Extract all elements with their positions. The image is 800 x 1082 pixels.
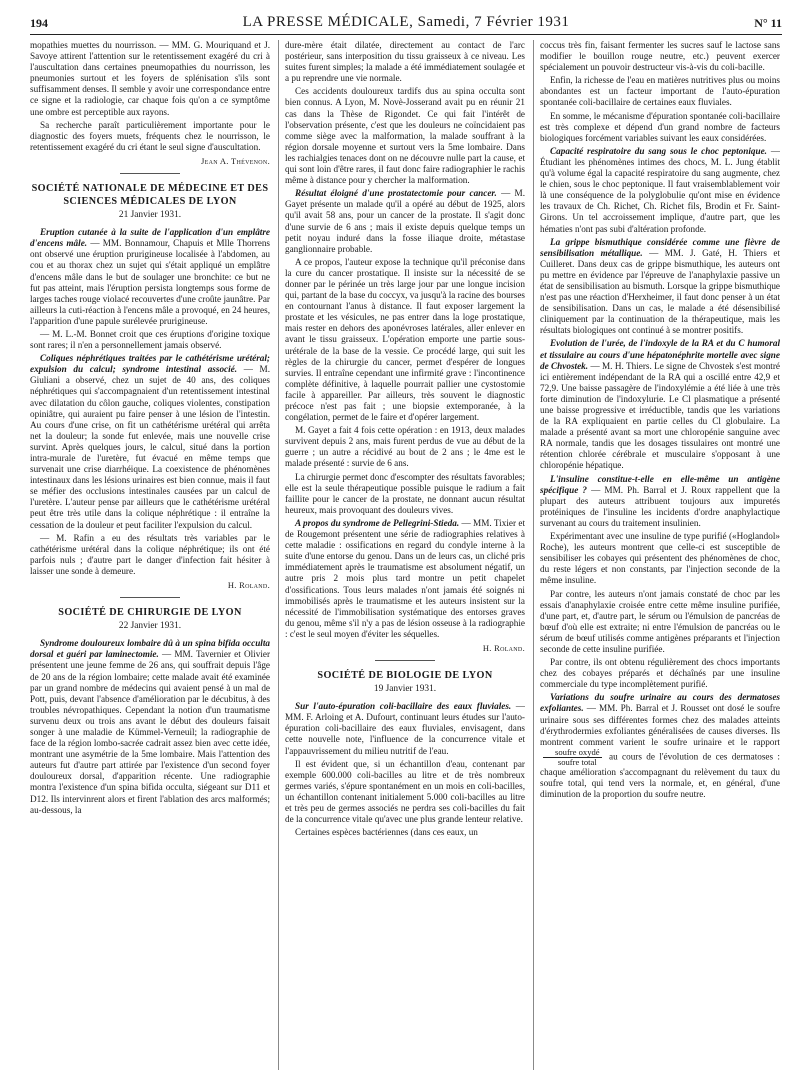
journal-title: LA PRESSE MÉDICALE, Samedi, 7 Février 1931 — [242, 14, 570, 30]
author-signature: H. Roland. — [482, 642, 525, 653]
author-signature: H. Roland. — [227, 580, 270, 591]
article-paragraph — [30, 353, 270, 531]
article-title: Syndrome douloureux lombaire dû à un spina bifida occulta dorsal et guéri par laminectomie. — [30, 638, 270, 660]
divider — [375, 660, 435, 661]
article-body-continued: au cours de l'évolution de ces dermatoses : chaque amélioration s'accompagnant du relèvement du taux du soufre total, qui tend vers la normale, et, en général, d'une diminution de la proportion du soufre neutre. — [540, 751, 780, 799]
article-paragraph — [285, 518, 525, 640]
article-title: A propos du syndrome de Pellegrini-Stieda. — [295, 517, 460, 528]
ratio-fraction — [543, 748, 602, 767]
article-body: — M. Gayet présente un malade qu'il a opéré au début de 1925, alors qu'il avait 58 ans, pour un cancer de la prostate. Il s'agit donc d'une survie de 6 ans ; mais il existe depuis quelque temps un petit noyau induré dans la fosse iliaque droite, métastase ganglionnaire probable. — [285, 188, 525, 254]
article-paragraph — [540, 474, 780, 529]
page-number: 194 — [30, 16, 48, 30]
article-title: L'insuline constitue-t-elle en elle-même un antigène spécifique ? — [540, 473, 780, 495]
article-body: — Étudiant les phénomènes intimes des chocs, M. L. Jung établit qu'à volume égal la capacité respiratoire du sang augmente, chez le chien, sous le choc peptonique. Il faut vraisemblablement voir là une conséquence de la polyglobulie qu'ont mise en évidence les travaux de Ch. Richet, Ch. Richet fils, Brodin et Fr. Saint-Girons. Un tel accroissement implique, d'autre part, que les hématies n'ont pas subi d'altération profonde. — [540, 145, 780, 234]
article-paragraph — [540, 146, 780, 235]
paragraph: Par contre, ils ont obtenu régulièrement des chocs importants chez des cobayes préparés et déchaînés par une insuline commerciale du type incomplètement purifié. — [540, 657, 780, 690]
article-title: Variations du soufre urinaire au cours des dermatoses exfoliantes. — [540, 692, 780, 714]
article-title: Coliques néphrétiques traitées par le cathétérisme urétéral; expulsion du calcul; syndrome intestinal associé. — [30, 353, 270, 375]
paragraph: Ces accidents douloureux tardifs dus au spina occulta sont bien connus. A Lyon, M. Novè-Josserand avait pu en réunir 21 cas dans la Thèse de Rigondet. Ce qui fait l'intérêt de l'observation présente, c'est que les douleurs ne coïncidaient pas comme siège avec la malformation, la malade souffrant à la région dorsale moyenne et surtout vers la 5me lombaire. Dans les rachialgies tenaces dont on ne découvre nulle part la cause, et qui sont loin d'être rares, il faut donc faire radiographier le rachis même à distance pour y chercher la malformation. — [285, 86, 525, 186]
paragraph: Il est évident que, si un échantillon d'eau, contenant par exemple 600.000 coli-bacilles au litre et de très nombreux germes variés, s'épure spontanément en un mois en coli-bacilles, un échantillon contenant initialement 5.000 coli-bacilles au litre et très peu de germes associés ne perdra ses coli-bacilles du fait de la concurrence vitale qu'avec une plus grande lenteur relative. — [285, 758, 525, 825]
article-title: Sur l'auto-épuration coli-bacillaire des eaux fluviales. — [295, 701, 512, 712]
paragraph: dure-mère était dilatée, directement au contact de l'arc postérieur, sans interposition du tissu graisseux à ce niveau. Les suites furent simples; la malade a été immédiatement soulagée et a pu reprendre une vie normale. — [285, 40, 525, 84]
article-paragraph — [30, 638, 270, 816]
author-signature: Jean A. Thévenon. — [201, 155, 270, 166]
article-paragraph — [30, 227, 270, 327]
divider — [120, 173, 180, 174]
paragraph: — M. Rafin a eu des résultats très variables par le cathétérisme urétéral dans la colique néphrétique; ils ont été parfois nuls ; d'autre part le danger d'infection fait hésiter à laisser une sonde à demeure. — [30, 532, 270, 576]
article-title: La grippe bismuthique considérée comme une fièvre de sensibilisation métallique. — [540, 236, 780, 258]
article-body: — MM. Tixier et de Rougemont présentent une série de radiographies relatives à cette maladie : ossifications en regard du condyle interne à la suite d'une entorse du genou. Dans un de leurs cas, un cliché pris immédiatement après le traumatisme est absolument négatif, un autre pris 2 mois plus tard montre un petit chapelet d'ossifications. Tous leurs malades n'ont jamais été soignés ni immobilisés après le traumatisme et les auteurs insistent sur la nécessité de l'immobilisation systématique des entorses graves du genou, même s'il n'y a pas de lésion osseuse à la radiographie : c'est le seul moyen d'éviter les séquelles. — [285, 517, 525, 639]
paragraph: — M. L.-M. Bonnet croit que ces éruptions d'origine toxique sont rares; il n'en a personnellement jamais observé. — [30, 328, 270, 351]
article-paragraph — [540, 692, 780, 800]
column-divider — [278, 40, 279, 1070]
paragraph: La chirurgie permet donc d'escompter des résultats favorables; elle est la seule thérapeutique possible puisque le radium a fait faillite pour le cancer de la prostate, ne donnant aucun résultat heureux, mais provoquant des douleurs vives. — [285, 471, 525, 515]
article-title: Capacité respiratoire du sang sous le choc peptonique. — [550, 145, 767, 156]
paragraph: Certaines espèces bactériennes (dans ces eaux, un — [295, 827, 478, 838]
issue-number: N° 11 — [754, 16, 782, 30]
article-body: — MM. Bonnamour, Chapuis et Mlle Thorrens ont observé une éruption prurigineuse localisée à l'abdomen, au cou et au thorax chez un sujet qui s'était appliqué un emplâtre d'encens mâle dans le but de soulager une bronchite: ce but ne fut pas atteint, mais l'éruption persista longtemps sous forme de larges taches rouge violacé recouvertes d'une croûte jaunâtre. Par ailleurs la cuti-réaction à l'encens mâle a provoqué, en 24 heures, l'apparition d'une papule surélevée prurigineuse. — [30, 238, 270, 326]
article-body: — MM. J. Gaté, H. Thiers et Cuilleret. Dans deux cas de grippe bismuthique, les auteurs ont pu mettre en évidence par l'épreuve de l'anaphylaxie passive un état de sensibilisation au bismuth. Lorsque la grippe bismuthique n'est pas une réaction d'Herxheimer, il faut donc penser à un état de sensibilisation. Dans un cas, le malade a été désensibilisé cliniquement par la continuation de la thérapeutique, mais les résultats biologiques ont continué à se montrer positifs. — [540, 247, 780, 336]
paragraph: A ce propos, l'auteur expose la technique qu'il préconise dans la cure du cancer prostatique. Il insiste sur la nécessité de se donner par le périnée un très large jour par une longue incision qui, partant de la base du coccyx, va jusqu'à la racine des bourses en contournant l'anus à distance. Il faut exposer largement la prostate et les vésicules, ne pas entrer dans la loge prostatique, mais rester en dehors des aponévroses latérales, aller enlever en avant le tissu graisseux. L'opération emporte une partie sous-urétérale de la base de la vessie. Ce procédé large, qui suit les règles de la chirurgie du cancer, permet d'espérer de longues survies. Il entraîne cependant une infirmité grave : l'incontinence complète définitive, à laquelle pourrait pallier une cystostomie facile à appareiller. Par ailleurs, très souvent le diagnostic précoce n'est pas fait ; une biopsie extemporanée, à la congélation, permet de le faire et d'opérer largement. — [285, 256, 525, 423]
article-title: Evolution de l'urée, de l'indoxyle de la RA et du C humoral et tissulaire au cours d'une hépatonéphrite mortelle avec signe de Chvostek. — [540, 338, 780, 371]
article-paragraph — [540, 338, 780, 471]
article-paragraph — [540, 237, 780, 337]
article-body: — MM. Ph. Barral et J. Roux rappellent que la plupart des auteurs attribuent toujours aux impuretés protéiniques de l'insuline les incidents d'ordre anaphylactique survenant au cours du traitement insulinien. — [540, 484, 780, 528]
article-title: Eruption cutanée à la suite de l'application d'un emplâtre d'encens mâle. — [30, 227, 270, 249]
article-body: — MM. Ph. Barral et J. Rousset ont dosé le soufre urinaire sous ses différentes formes chez des malades atteints d'érythrodermies exfoliantes généralisées de causes diverses. Ils montrent comment varient le soufre urinaire et le rapport — [540, 703, 780, 747]
paragraph: Sa recherche paraît particulièrement importante pour le diagnostic des foyers muets, fréquents chez le nourrisson, le retentissement exagéré du cri étant le seul signe d'auscultation. — [30, 119, 270, 152]
section-date: 19 Janvier 1931. — [373, 684, 437, 695]
article-paragraph — [285, 701, 525, 756]
article-title: Résultat éloigné d'une prostatectomie pour cancer. — [295, 188, 497, 199]
paragraph: En somme, le mécanisme d'épuration spontanée coli-bacillaire est très complexe et dépend d'un grand nombre de facteurs biologiques forcément variables suivant les eaux considérées. — [540, 110, 780, 143]
section-date: 22 Janvier 1931. — [118, 621, 182, 632]
article-body: — M. H. Thiers. Le signe de Chvostek s'est montré ici entièrement indépendant de la RA qui a oscillé entre 42,9 et 72,9. Une baisse passagère de l'indoxylémie a été liée à une très forte diminution de l'indoxylurie. Le Cl plasmatique a présenté une baisse progressive et irréductible, tandis que les variations de la RA expliquaient en partie celles du Cl globulaire. La malade a présenté avant sa mort une chloropénie sanguine avec RA normale, tandis que les dosages tissulaires ont montré une rétention chlorée cérébrale et musculaire s'opposant à une chloropénie hépatique. — [540, 360, 780, 471]
column-middle — [285, 40, 525, 1070]
paragraph: Par contre, les auteurs n'ont jamais constaté de choc par les essais d'anaphylaxie croisée entre cette même insuline purifiée, d'une part, et, d'autre part, le sérum ou l'émulsion de pancréas de bœuf d'où elle est extraite; ni entre l'émulsion de pancréas ou le sérum de bœuf utilisés comme antigènes préparants et l'injection seconde de cette insuline purifiée. — [540, 588, 780, 654]
article-body: — MM. Tavernier et Olivier présentent une jeune femme de 26 ans, qui souffrait depuis l'âge de 20 ans de la région lombaire; cette malade avait été examinée par un grand nombre de médecins qui avaient pensé à un mal de Pott, puis, devant l'absence d'amélioration par le décubitus, à des troubles névropathiques. Cependant la notion d'un traumatisme survenu deux ou trois ans avant le début des douleurs faisait songer à une maladie de Kümmel-Verneuil; la radiographie de face de la région lombo-sacrée cadrait assez bien avec cette idée, montrant une asymétrie de la 5me lombaire. Mais l'attention des auteurs fut d'autre part attirée par l'existence d'un second foyer douloureux dorsal, d'apparition récente. Une radiographie montra l'existence d'un spina bifida occulta, siégeant sur D11 et D12. Ils intervinrent alors et firent l'ablation des arcs malformés; au-dessous, la — [30, 649, 270, 815]
paragraph: coccus très fin, faisant fermenter les sucres sauf le lactose sans modifier le bouillon rouge neutre, etc.) peuvent exercer spécialement un pouvoir destructeur vis-à-vis du coli-bacille. — [540, 40, 780, 73]
fraction-numerator: soufre oxydé — [543, 748, 602, 758]
column-left — [30, 40, 270, 1070]
section-title: SOCIÉTÉ DE BIOLOGIE DE LYON — [317, 670, 493, 682]
section-title: SOCIÉTÉ DE CHIRURGIE DE LYON — [58, 607, 242, 619]
article-body: — MM. F. Arloing et A. Dufourt, continuant leurs études sur l'auto-épuration coli-bacillaire des eaux fluviales, envisagent, dans cette nouvelle note, l'influence de la concurrence vitale et l'appauvrissement du milieu nutritif de l'eau. — [285, 701, 525, 756]
divider — [120, 597, 180, 598]
paragraph: mopathies muettes du nourrisson. — MM. G. Mouriquand et J. Savoye attirent l'attention sur le retentissement exagéré du cri à l'auscultation dans certaines pneumopathies du nourrisson, les pneumonies surtout et les foyers de splénisation s'ils sont suffisamment denses. Il semble y avoir une correspondance entre ce signe et la radiologie, car chaque fois qu'on a ce symptôme une ombre est perceptible aux rayons. — [30, 40, 270, 117]
article-paragraph — [285, 188, 525, 255]
column-divider — [533, 40, 534, 1070]
page-header — [30, 12, 782, 35]
columns — [30, 40, 782, 1070]
newspaper-page — [30, 12, 782, 1072]
section-date: 21 Janvier 1931. — [118, 210, 182, 221]
column-right — [540, 40, 780, 1070]
paragraph: Enfin, la richesse de l'eau en matières nutritives plus ou moins abondantes est un facteur important de l'auto-épuration spontanée coli-bacillaire de certaines eaux fluviales. — [540, 75, 780, 108]
paragraph: Expérimentant avec une insuline de type purifié («Hoglandol» Roche), les auteurs montrent que celle-ci est susceptible de sensibiliser les cobayes qui présentent des phénomènes de choc, du reste légers et non constants, par l'injection seconde de la même insuline. — [540, 531, 780, 586]
article-body: — M. Giuliani a observé, chez un sujet de 40 ans, des coliques néphrétiques qui s'accompagnaient d'un retentissement intestinal avec dilatation du côlon gauche, coliques violentes, constipation opiniâtre, qui auraient pu faire penser à une lésion de l'intestin. Au cours d'une crise, on fit un cathétérisme urétéral qui arrêta net la douleur; la sonde fut enlevée, mais une nouvelle crise survint. Après quelques jours, le calcul, situé dans la portion intra-murale de l'uretère, fut évacué en même temps que survenait une crise diarrhéique. La coexistence de phénomènes intestinaux dans les lésions urinaires est bien connue, mais il faut se méfier des occlusions intestinales causées par un calcul de l'uretère. L'auteur pense par ailleurs que le cathétérisme urétéral peut être très utile dans la colique néphrétique : il entraîne la cessation de la douleur et peut faciliter l'expulsion du calcul. — [30, 364, 270, 530]
paragraph: M. Gayet a fait 4 fois cette opération : en 1913, deux malades survivent depuis 2 ans, mais furent perdus de vue au début de la guerre ; un autre a récidivé au bout de 2 ans ; le 4me est le malade présenté : survie de 6 ans. — [285, 425, 525, 469]
fraction-denominator: soufre total — [557, 756, 597, 767]
section-title: SOCIÉTÉ NATIONALE DE MÉDECINE ET DES SCIENCES MÉDICALES DE LYON — [31, 183, 269, 208]
